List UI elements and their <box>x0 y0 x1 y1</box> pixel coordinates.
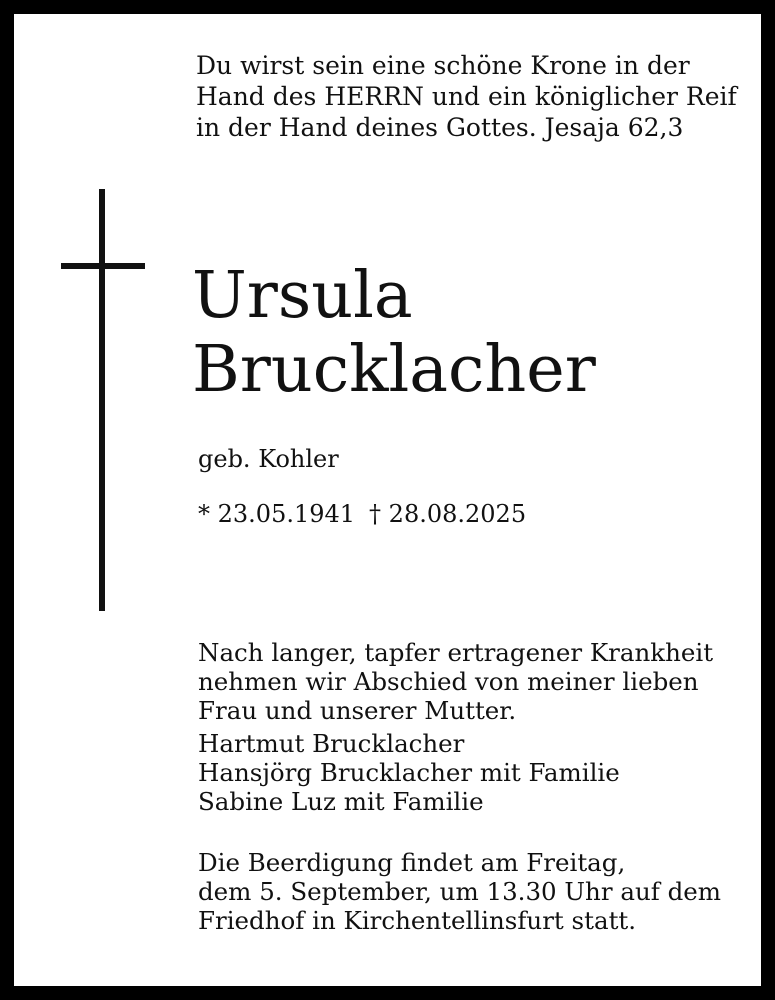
farewell-message <box>198 638 713 725</box>
bible-verse <box>196 50 737 143</box>
funeral-line: dem 5. September, um 13.30 Uhr auf dem <box>198 877 721 906</box>
life-dates <box>198 499 526 529</box>
funeral-notice <box>198 848 721 935</box>
mourner: Hansjörg Brucklacher mit Familie <box>198 758 620 787</box>
funeral-line: Die Beerdigung findet am Freitag, <box>198 848 626 877</box>
death-date: † 28.08.2025 <box>369 500 527 528</box>
deceased-name <box>192 259 596 407</box>
message-line: nehmen wir Abschied von meiner lieben <box>198 667 699 696</box>
obituary-card <box>14 14 761 986</box>
mourner: Sabine Luz mit Familie <box>198 787 484 816</box>
funeral-line: Friedhof in Kirchentellinsfurt statt. <box>198 906 637 935</box>
cross-vertical-bar <box>99 189 105 611</box>
first-name: Ursula <box>192 258 413 333</box>
message-line: Frau und unserer Mutter. <box>198 696 517 725</box>
message-line: Nach langer, tapfer ertragener Krankheit <box>198 638 714 667</box>
verse-line: Hand des HERRN und ein königlicher Reif <box>196 82 737 111</box>
mourner: Hartmut Brucklacher <box>198 729 465 758</box>
last-name: Brucklacher <box>192 332 596 407</box>
maiden-name: geb. Kohler <box>198 445 339 473</box>
verse-line: in der Hand deines Gottes. Jesaja 62,3 <box>196 113 684 142</box>
mourners-list <box>198 729 620 816</box>
cross-horizontal-bar <box>61 263 145 269</box>
birth-date: * 23.05.1941 <box>198 500 356 528</box>
verse-line: Du wirst sein eine schöne Krone in der <box>196 51 690 80</box>
